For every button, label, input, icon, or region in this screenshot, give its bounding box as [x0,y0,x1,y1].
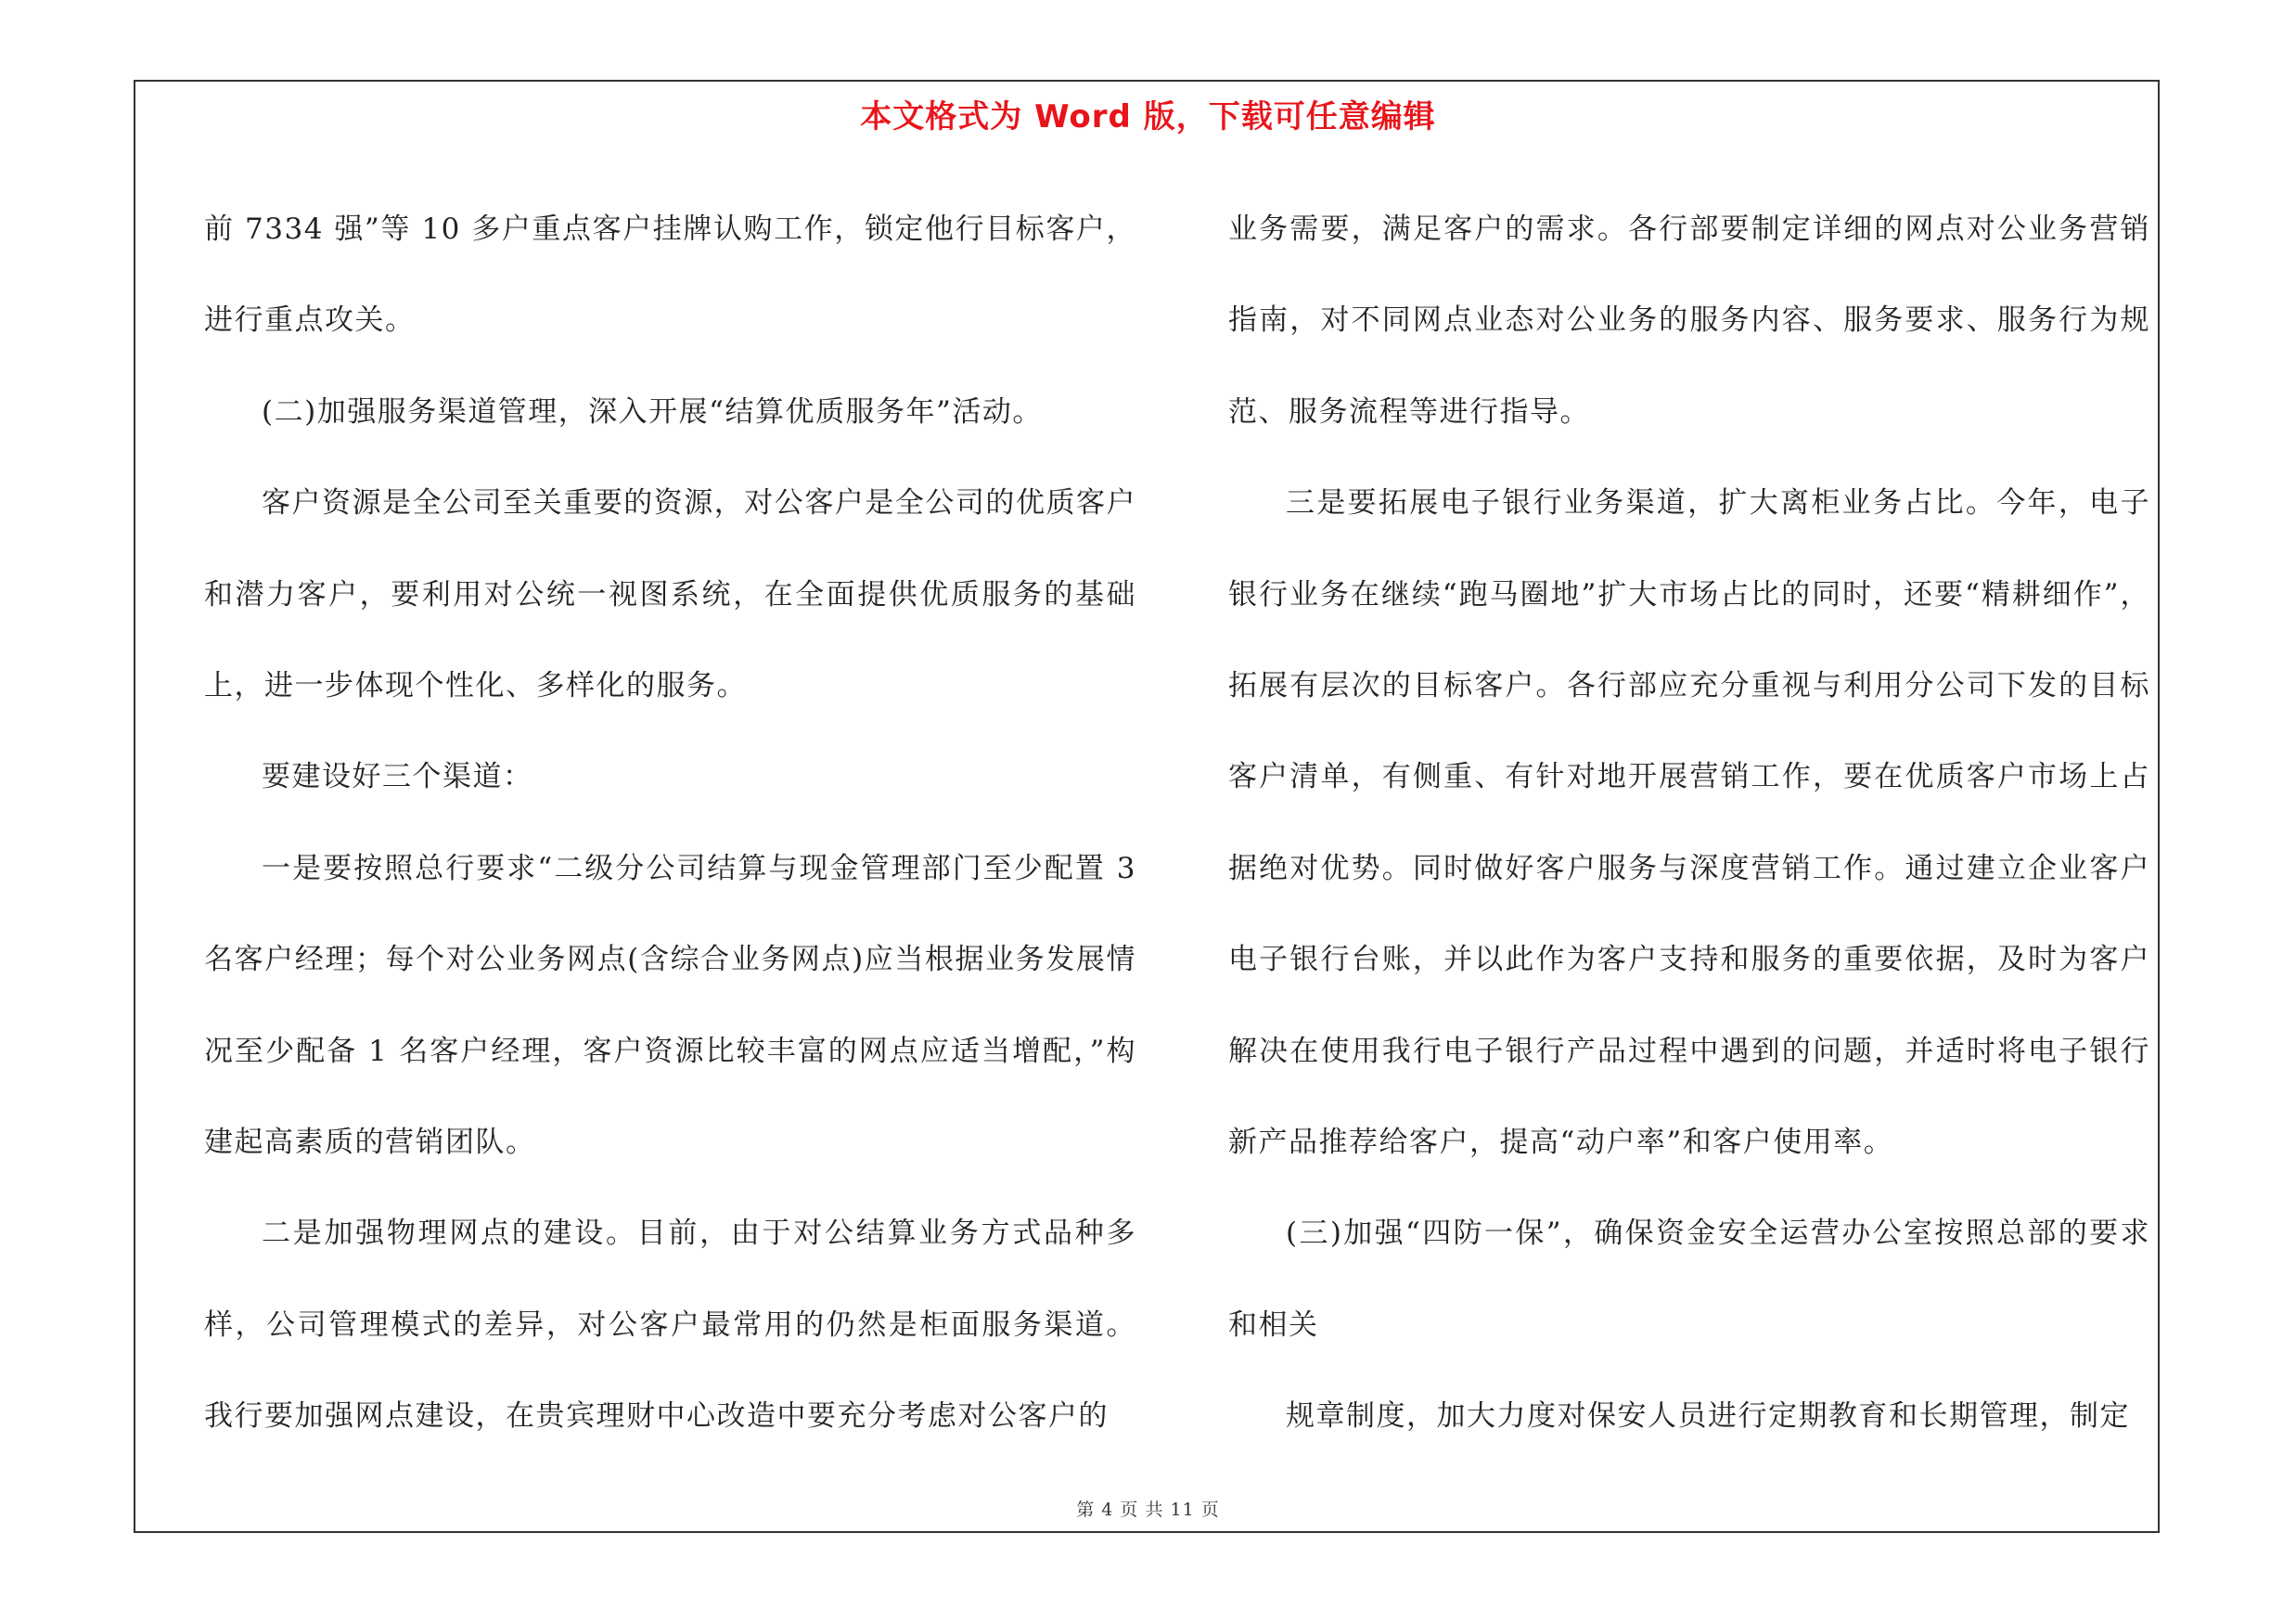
paragraph: 业务需要，满足客户的需求。各行部要制定详细的网点对公业务营销指南，对不同网点业态对公业务的服务内容、服务要求、服务行为规范、服务流程等进行指导。 [1228,213,2150,429]
section-heading: (二)加强服务渠道管理，深入开展“结算优质服务年”活动。 [262,394,1043,429]
paragraph: 二是加强物理网点的建设。目前，由于对公结算业务方式品种多样，公司管理模式的差异，对公客户最常用的仍然是柜面服务渠道。我行要加强网点建设，在贵宾理财中心改造中要充分考虑对公客户的 [204,1217,1136,1434]
document-format-banner: 本文格式为 Word 版，下载可任意编辑 [860,98,1436,135]
paragraph: 规章制度，加大力度对保安人员进行定期教育和长期管理，制定 [1286,1399,2130,1434]
left-text-column [204,184,1136,1462]
page-number: 第 4 页 共 11 页 [1076,1500,1220,1520]
paragraph: 要建设好三个渠道： [262,760,533,794]
paragraph: 三是要拓展电子银行业务渠道，扩大离柜业务占比。今年，电子银行业务在继续“跑马圈地”扩大市场占比的同时，还要“精耕细作”，拓展有层次的目标客户。各行部应充分重视与利用分公司下发的目标客户清单，有侧重、有针对地开展营销工作，要在优质客户市场上占据绝对优势。同时做好客户服务与深度营销工作。通过建立企业客户电子银行台账，并以此作为客户支持和服务的重要依据，及时为客户解决在使用我行电子银行产品过程中遇到的问题，并适时将电子银行新产品推荐给客户，提高“动户率”和客户使用率。 [1228,486,2150,1160]
paragraph: 一是要按照总行要求“二级分公司结算与现金管理部门至少配置 3 名客户经理；每个对公业务网点(含综合业务网点)应当根据业务发展情况至少配备 1 名客户经理，客户资源比较丰富的网点应适当增配，”构建起高素质的营销团队。 [204,851,1136,1160]
paragraph: 前 7334 强”等 10 多户重点客户挂牌认购工作，锁定他行目标客户，进行重点攻关。 [204,213,1136,338]
paragraph: 客户资源是全公司至关重要的资源，对公客户是全公司的优质客户和潜力客户，要利用对公统一视图系统，在全面提供优质服务的基础上，进一步体现个性化、多样化的服务。 [204,486,1136,703]
section-heading: (三)加强“四防一保”，确保资金安全运营办公室按照总部的要求和相关 [1228,1217,2150,1342]
right-text-column [1228,184,2150,1462]
